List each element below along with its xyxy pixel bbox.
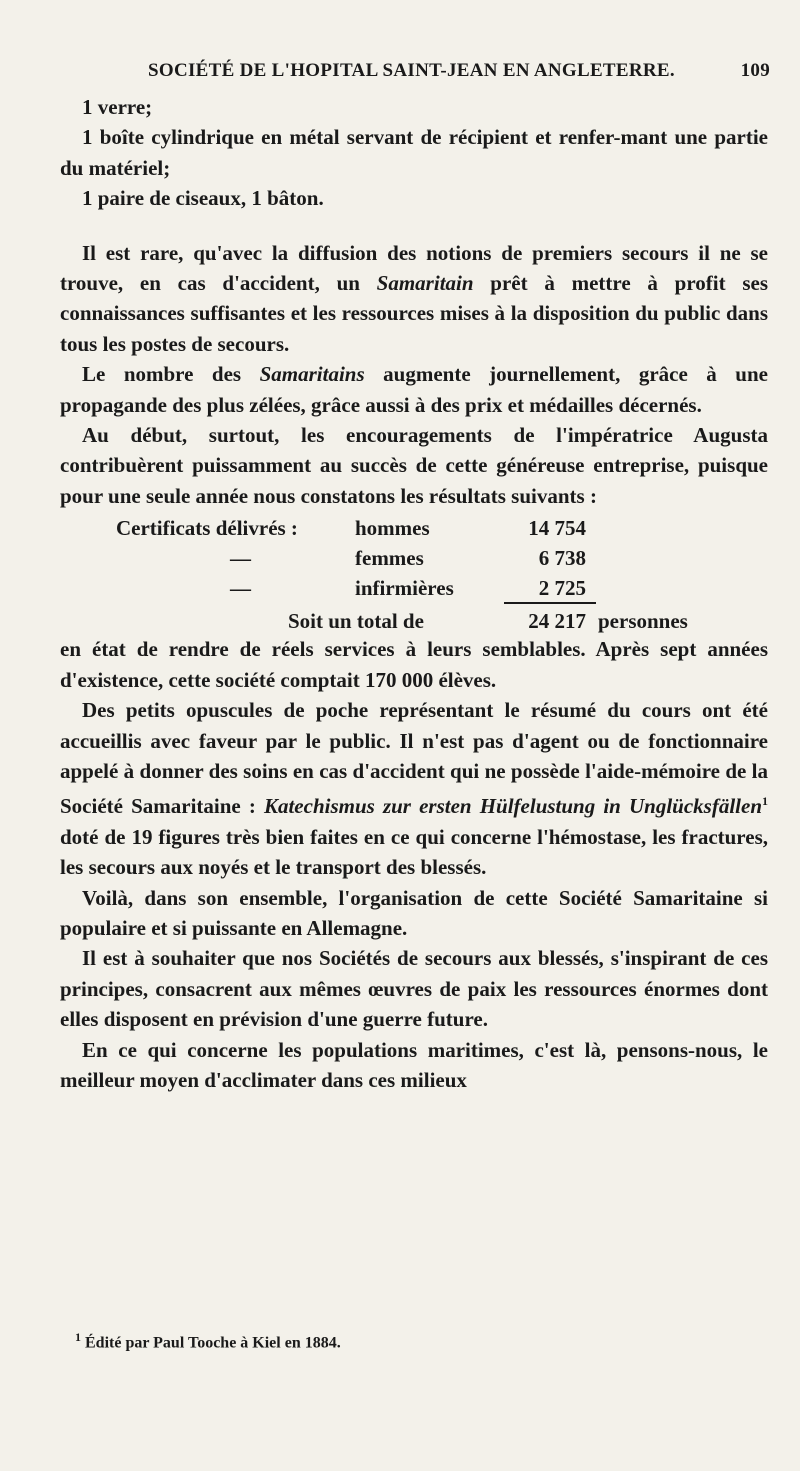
body-text	[60, 92, 768, 1095]
footnote-text: Édité par Paul Tooche à Kiel en 1884.	[85, 1334, 341, 1352]
footnote-marker: 1	[75, 1330, 81, 1344]
row-value: 2 725	[538, 576, 586, 601]
header-title: SOCIÉTÉ DE L'HOPITAL SAINT-JEAN EN ANGLETERRE.	[148, 60, 675, 81]
ditto-dash: —	[230, 546, 251, 571]
certificates-table	[60, 511, 768, 634]
table-label: Certificats délivrés :	[116, 516, 298, 541]
paragraph-1: Il est rare, qu'avec la diffusion des notions de premiers secours il ne se trouve, en cas d'accident, un Samaritain prêt à mettre à profit ses connaissances suffisantes et les ressources mises à la disposition du public dans tous les postes de secours.	[60, 240, 768, 356]
paragraph-2: Le nombre des Samaritains augmente journellement, grâce à une propagande des plus zélées, grâce aussi à des prix et médailles décernés.	[60, 362, 768, 417]
total-row	[60, 606, 768, 636]
italic-title: Katechismus zur ersten Hülfelustung in Unglücksfällen	[263, 794, 762, 819]
total-unit: personnes	[598, 609, 688, 634]
italic-term: Samaritain	[376, 271, 474, 296]
total-label: Soit un total de	[288, 609, 424, 634]
row-category: hommes	[355, 516, 430, 541]
total-value: 24 217	[528, 609, 586, 634]
row-value: 6 738	[538, 546, 586, 571]
paragraph-8: En ce qui concerne les populations maritimes, c'est là, pensons-nous, le meilleur moyen d'acclimater dans ces milieux	[60, 1037, 768, 1092]
sum-rule	[504, 602, 596, 604]
list-item: 1 boîte cylindrique en métal servant de récipient et renfer-mant une partie du matériel;	[60, 125, 768, 180]
paragraph-4: en état de rendre de réels services à leurs semblables. Après sept années d'existence, cette société comptait 170 000 élèves.	[60, 637, 768, 692]
paragraph-5: Des petits opuscules de poche représentant le résumé du cours ont été accueillis avec faveur par le public. Il n'est pas d'agent ou de fonctionnaire appelé à donner des soins en cas d'accident qui ne possède l'aide-mémoire de la Société Samaritaine : Katechismus zur ersten Hülfelustung in Unglücksfällen$^1$ doté de 19 figures très bien faites en ce qui concerne l'hémostase, les fractures, les secours aux noyés et le transport des blessés.	[60, 698, 768, 880]
table-row	[60, 573, 768, 603]
footnote-ref: 1	[762, 794, 768, 809]
table-row	[60, 543, 768, 573]
row-value: 14 754	[528, 516, 586, 541]
italic-term: Samaritains	[259, 362, 365, 387]
page-number: 109	[740, 60, 770, 81]
row-category: femmes	[355, 546, 424, 571]
paragraph-6: Voilà, dans son ensemble, l'organisation de cette Société Samaritaine si populaire et si puissante en Allemagne.	[60, 885, 768, 940]
list-item: 1 paire de ciseaux, 1 bâton.	[82, 186, 324, 211]
paragraph-7: Il est à souhaiter que nos Sociétés de secours aux blessés, s'inspirant de ces principes, consacrent aux mêmes œuvres de paix les ressources énormes dont elles disposent en prévision d'une guerre future.	[60, 946, 768, 1032]
running-header	[60, 60, 770, 90]
table-row	[60, 513, 768, 543]
list-item: 1 verre;	[82, 95, 153, 119]
row-category: infirmières	[355, 576, 454, 601]
ditto-dash: —	[230, 576, 251, 601]
footnote	[75, 1330, 341, 1352]
paragraph-3: Au début, surtout, les encouragements de l'impératrice Augusta contribuèrent puissamment au succès de cette généreuse entreprise, puisque pour une seule année nous constatons les résultats suivants :	[60, 423, 768, 508]
